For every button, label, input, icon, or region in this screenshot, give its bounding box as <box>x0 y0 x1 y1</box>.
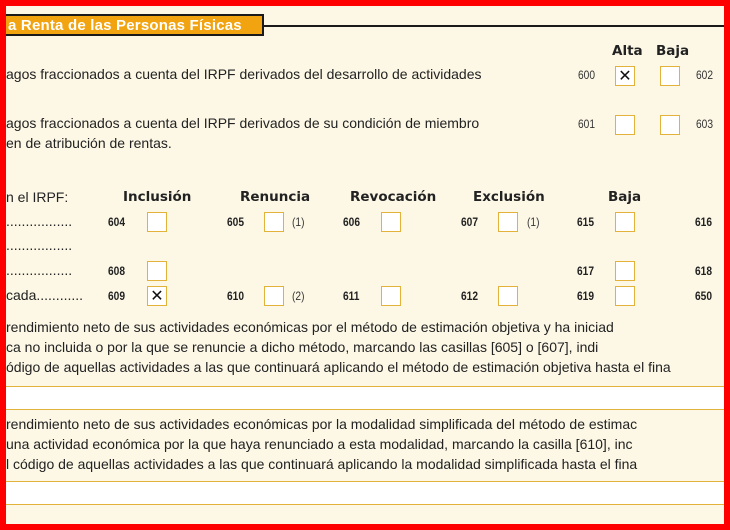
pagos-line: agos fraccionados a cuenta del IRPF derivados de su condición de miembro <box>6 115 480 131</box>
checkbox-610[interactable] <box>264 286 284 306</box>
code-604: 604 <box>108 215 126 229</box>
checkbox-mark: ✕ <box>150 286 164 305</box>
paragraph2-line: una actividad económica por la que haya renunciado a esta modalidad, marcando la casilla [610], inc <box>6 436 633 452</box>
checkbox-611[interactable] <box>381 286 401 306</box>
checkbox-baja-603[interactable] <box>660 115 680 135</box>
paragraph1-line: ódigo de aquellas actividades a las que continuará aplicando el método de estimación objetiva hasta el fina <box>6 359 671 375</box>
checkbox-609[interactable] <box>147 286 167 306</box>
code-650: 650 <box>695 289 713 303</box>
pagos-line: agos fraccionados a cuenta del IRPF derivados del desarrollo de actividades <box>6 66 482 82</box>
activity-codes-field-2[interactable] <box>6 481 724 505</box>
code-616: 616 <box>695 215 713 229</box>
column-exclusion: Exclusión <box>473 189 545 205</box>
section-title: a Renta de las Personas Físicas <box>8 17 242 34</box>
code-alta-600: 600 <box>578 68 596 82</box>
title-rule <box>264 25 724 27</box>
checkbox-mark: ✕ <box>618 66 632 85</box>
code-612: 612 <box>461 289 479 303</box>
checkbox-619[interactable] <box>615 286 635 306</box>
checkbox-alta-600[interactable] <box>615 66 635 86</box>
code-alta-601: 601 <box>578 117 596 131</box>
form-page <box>6 6 724 524</box>
code-610: 610 <box>227 289 245 303</box>
code-609: 609 <box>108 289 126 303</box>
code-606: 606 <box>343 215 361 229</box>
checkbox-alta-601[interactable] <box>615 115 635 135</box>
activity-codes-field-1[interactable] <box>6 386 724 410</box>
checkbox-612[interactable] <box>498 286 518 306</box>
paragraph2-line: rendimiento neto de sus actividades económicas por la modalidad simplificada del método de estimac <box>6 416 638 432</box>
code-619: 619 <box>577 289 595 303</box>
row-leader: cada............ <box>6 287 84 303</box>
checkbox-604[interactable] <box>147 212 167 232</box>
column-revocacion: Revocación <box>350 189 437 205</box>
code-baja-603: 603 <box>696 117 714 131</box>
paragraph1-line: ca no incluida o por la que se renuncie a dicho método, marcando las casillas [605] o [607], indi <box>6 339 599 355</box>
column-inclusion: Inclusión <box>123 189 192 205</box>
section-title-bar <box>6 14 264 36</box>
footnote-ref: (1) <box>527 215 540 229</box>
checkbox-608[interactable] <box>147 261 167 281</box>
checkbox-617[interactable] <box>615 261 635 281</box>
footnote-ref: (1) <box>292 215 305 229</box>
estimacion-label: n el IRPF: <box>6 189 69 205</box>
row-leader: ................. <box>6 213 73 229</box>
pagos-line: en de atribución de rentas. <box>6 135 172 151</box>
paragraph1-line: rendimiento neto de sus actividades económicas por el método de estimación objetiva y ha iniciad <box>6 319 614 335</box>
column-baja: Baja <box>608 189 642 205</box>
code-607: 607 <box>461 215 479 229</box>
header-alta: Alta <box>612 43 643 59</box>
checkbox-baja-602[interactable] <box>660 66 680 86</box>
code-baja-602: 602 <box>696 68 714 82</box>
code-605: 605 <box>227 215 245 229</box>
checkbox-606[interactable] <box>381 212 401 232</box>
code-615: 615 <box>577 215 595 229</box>
code-617: 617 <box>577 264 595 278</box>
column-renuncia: Renuncia <box>240 189 311 205</box>
checkbox-607[interactable] <box>498 212 518 232</box>
code-608: 608 <box>108 264 126 278</box>
code-611: 611 <box>343 289 360 303</box>
code-618: 618 <box>695 264 713 278</box>
checkbox-605[interactable] <box>264 212 284 232</box>
row-leader: ................. <box>6 262 73 278</box>
header-baja: Baja <box>656 43 690 59</box>
row-leader: ................. <box>6 237 73 253</box>
footnote-ref: (2) <box>292 289 305 303</box>
checkbox-615[interactable] <box>615 212 635 232</box>
paragraph2-line: l código de aquellas actividades a las que continuará aplicando la modalidad simplificada hasta el fina <box>6 456 638 472</box>
